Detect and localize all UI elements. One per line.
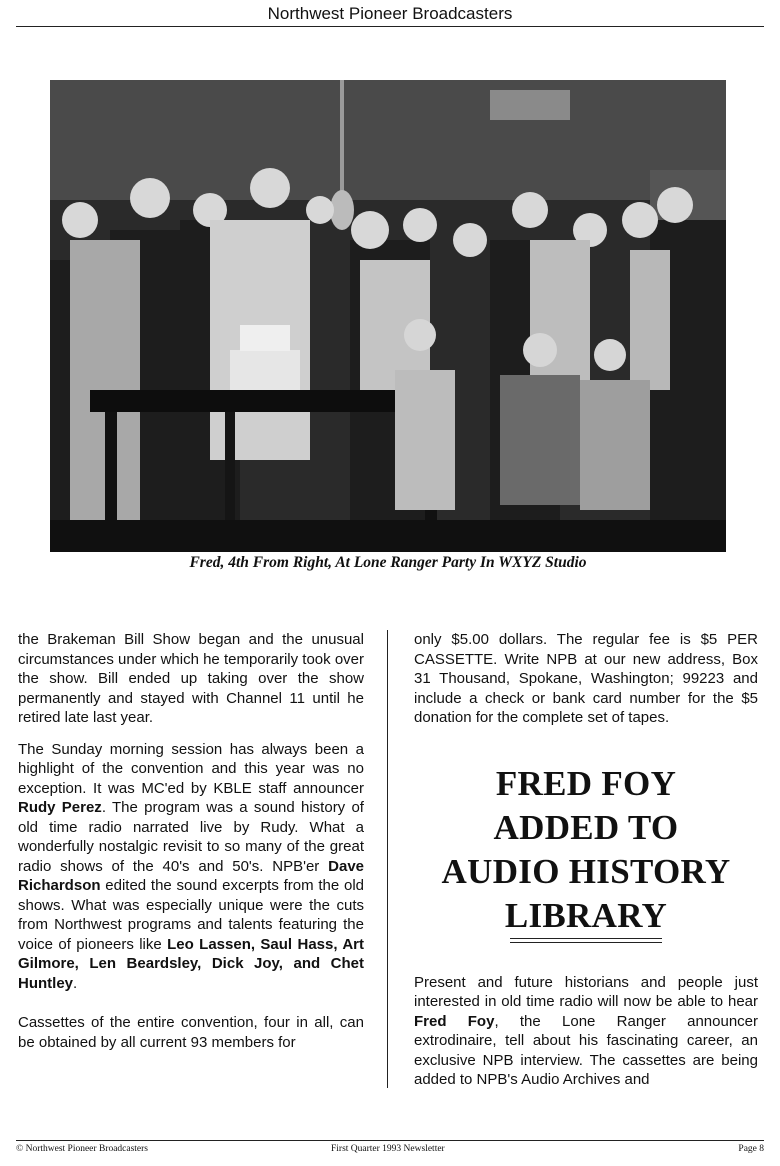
footer-issue: First Quarter 1993 Newsletter: [331, 1144, 445, 1154]
group-photo: [50, 80, 726, 552]
right-column: [414, 630, 758, 1102]
header-title: Northwest Pioneer Broadcasters: [267, 4, 513, 23]
column-divider: [387, 630, 388, 1088]
text-run: . The program was a sound history of old time radio narrated live by Rudy. What a wonderfully nostalgic revisit to so many of the great radio shows of the 40's and 50's. NPB'er: [18, 799, 364, 875]
pioneer-names: Leo Lassen, Saul Hass, Art Gilmore, Len Beardsley, Dick Joy, and Chet Huntley: [18, 935, 365, 992]
name-dave-richardson: Dave Richardson: [18, 857, 364, 894]
name-rudy-perez: Rudy Perez: [18, 799, 102, 816]
headline-line: ADDED TO: [493, 807, 679, 847]
page-header: [16, 4, 764, 27]
headline-line: FRED FOY: [495, 763, 677, 803]
article-headline: [414, 762, 758, 938]
headline-line: AUDIO HISTORY: [441, 851, 731, 891]
text-run: edited the sound excerpts from the old shows. What was especially unique were the cuts from Northwest programs and talents featuring the voice of pioneers like: [18, 877, 364, 953]
text-run: Present and future historians and people just interested in old time radio will now be able to hear: [414, 973, 758, 1010]
name-fred-foy: Fred Foy: [414, 1012, 495, 1030]
photo-caption: Fred, 4th From Right, At Lone Ranger Party In WXYZ Studio: [189, 554, 587, 571]
headline-line: LIBRARY: [504, 895, 668, 935]
headline-rule: [510, 938, 662, 943]
text-run: .: [73, 974, 78, 992]
left-paragraph-3: Cassettes of the entire convention, four in all, can be obtained by all current 93 members for: [18, 1014, 364, 1051]
page-footer: [16, 1140, 764, 1157]
right-paragraph-2: [414, 973, 758, 1090]
text-run: , the Lone Ranger announcer extrodinaire, tell about his fascinating career, an exclusive NPB interview. The cassettes are being added to NPB's Audio Archives and: [414, 1012, 758, 1088]
footer-copyright: © Northwest Pioneer Broadcasters: [16, 1144, 149, 1154]
right-paragraph-1: only $5.00 dollars. The regular fee is $5 PER CASSETTE. Write NPB at our new address, Box 31 Thousand, Spokane, Washington; 99223 and include a check or bank card number for the $5 donation for the complete set of tapes.: [414, 631, 758, 726]
left-column: [18, 630, 364, 1064]
left-paragraph-1: the Brakeman Bill Show began and the unusual circumstances under which he temporarily took over the show. Bill ended up taking over the show permanently and stayed with Channel 11 until he retired late last year.: [18, 631, 364, 726]
footer-page-number: Page 8: [738, 1144, 764, 1154]
text-run: The Sunday morning session has always been a highlight of the convention and this year was no exception. It was MC'ed by KBLE staff announcer: [18, 740, 364, 797]
photo-illustration: [50, 80, 726, 552]
left-paragraph-2: [18, 740, 364, 994]
